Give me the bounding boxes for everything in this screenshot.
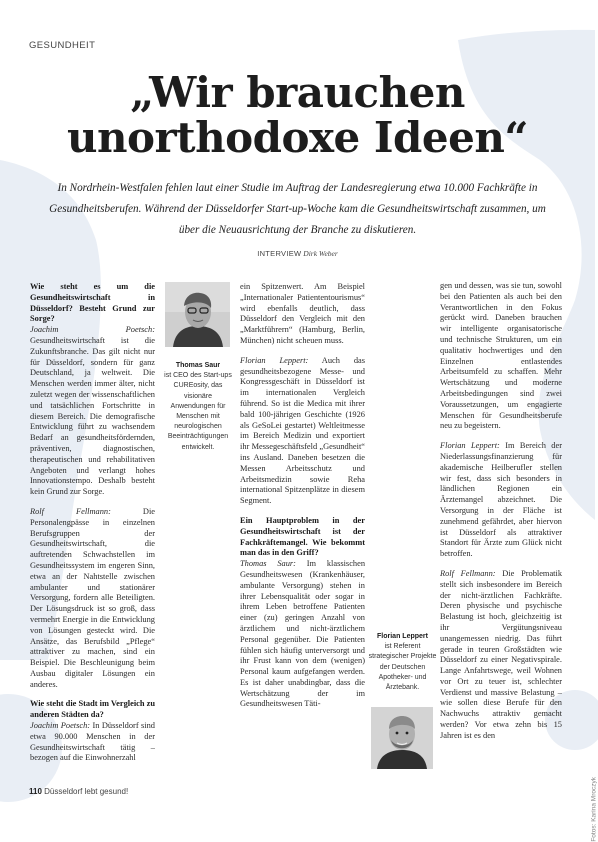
paragraph bbox=[30, 282, 155, 498]
paragraph: gen und dessen, was sie tun, sowohl bei den Patienten als auch bei den Verantwortlichen in den Fokus gerückt wird. Daneben brauchen wir intelligente organisatorische und technische Strukturen, um ein qualitativ hochwertiges und den Einzelnen entlastendes Arbeitsumfeld zu schaffen. Mehr Wertschätzung und moderne Arbeitsbedingungen sind zwei Voraussetzungen, um engagierte Menschen für Gesundheitsberufe neu zu begeistern. bbox=[440, 281, 562, 431]
page-number: 110 bbox=[29, 787, 42, 796]
paragraph bbox=[440, 569, 562, 742]
section-rubric: GESUNDHEIT bbox=[29, 40, 96, 51]
paragraph bbox=[240, 516, 365, 710]
speaker: Florian Leppert: bbox=[440, 441, 500, 451]
headline-line-1: „Wir brauchen bbox=[130, 68, 465, 117]
speaker: Joachim Poetsch: bbox=[30, 721, 91, 731]
intro-text: In Nordrhein-Westfalen fehlen laut einer Studie im Auftrag der Landesregierung etwa 10.000 Fachkräfte in Gesundheitsberufen. Während der Düsseldorfer Start-up-Woche kam die Gesundheitswirtschaft zusammen, um über die Neuausrichtung der Branche zu diskutieren. bbox=[49, 182, 546, 236]
answer-text: Auch das gesundheitsbezogene Messe- und Kongressgeschäft in Düsseldorf ist im internationalen Vergleich führend. So ist die Medica mit ihrer bald 100-jährigen Geschichte (1926 als GeSoLei gestartet) Weltleitmesse im Bereich Medizin und exportiert ihr Messegeschäftsfeld „Gesundheit“ ins Ausland. Daneben besetzen die Messen Arbeitsschutz und Arbeitsmedizin sowie Reha international Spitzenplätze in diesem Segment. bbox=[240, 355, 365, 506]
footer-label: Düsseldorf lebt gesund! bbox=[44, 787, 129, 796]
caption-name: Florian Leppert bbox=[377, 633, 428, 640]
headline bbox=[20, 70, 575, 160]
caption-florian-leppert bbox=[365, 632, 440, 693]
paragraph: ein Spitzenwert. Am Beispiel „Internationaler Patiententourismus“ wird ebenfalls deutlich, dass Düsseldorf den Vergleich mit den „Marktführern“ (Hamburg, Berlin, München) nicht scheuen muss. bbox=[240, 282, 365, 345]
photo-credit: Fotos: Karina Mroczyk bbox=[591, 777, 598, 842]
answer-text: Gesundheitswirtschaft ist die Zukunftsbranche. Das gilt nicht nur für Düsseldorf, sondern für ganz Deutschland, ja weltweit. Die Menschen werden immer älter, nicht zuletzt wegen der wissenschaftlichen und tatsächlichen Fortschritte in diesem Bereich. Die demografische Entwicklung führt zu wachsendem Bedarf an gesundheitsfördernden, präventiven, diagnostischen, therapeutischen und rehabilitativen Angeboten und verlangt hohes Innovationstempo. Deshalb besteht kein Grund zur Sorge. bbox=[30, 335, 155, 497]
caption-text: ist CEO des Start-ups CUREosity, das visionäre Anwendungen für Menschen mit neurologischen Beeinträchtigungen entwickelt. bbox=[164, 372, 232, 451]
article-column-2 bbox=[240, 282, 365, 719]
caption-thomas-saur bbox=[164, 361, 232, 453]
article-column-3 bbox=[440, 281, 562, 751]
answer-text: Die Problematik stellt sich insbesondere im Bereich der nicht-ärztlichen Fachkräfte. Deren physische und psychische Belastung ist hoch, gleichzeitig ist ihr Vergütungsniveau unangemessen niedrig. Das führt gerade in teuren Großstädten wie Düsseldorf zu einer Negativspirale. Lange Anfahrtswege, weil Wohnen vor Ort zu teuer ist, schlechter Verdienst und massive Belastung – wie sollen diese Berufe für den Nachwuchs attraktiv gemacht werden? Vor etwa zehn bis 15 Jahren ist es den bbox=[440, 568, 563, 740]
answer-text: In Düsseldorf sind etwa 90.000 Menschen in der Gesundheitswirtschaft tätig – bezogen auf die Einwohnerzahl bbox=[30, 721, 155, 763]
speaker: Florian Leppert: bbox=[240, 355, 309, 365]
caption-text: ist Referent strategischer Projekte der Deutschen Apotheker- und Ärztebank. bbox=[368, 643, 437, 692]
question: Wie steht es um die Gesundheitswirtschaft in Düsseldorf? Besteht Grund zur Sorge? bbox=[30, 282, 155, 324]
portrait-thomas-saur-icon bbox=[165, 282, 230, 347]
speaker: Joachim Poetsch: bbox=[30, 325, 155, 335]
headline-line-2: unorthodoxe Ideen“ bbox=[66, 113, 529, 162]
byline-label: INTERVIEW bbox=[257, 249, 302, 258]
answer-text: Die Personalengpässe in einzelnen Berufsgruppen der Gesundheitswirtschaft, die auftretenden Schwachstellen im Gesundheitssystem im engeren Sinn, etwa an der Nahtstelle zwischen ambulanter und stationärer Versorgung, fordern alle Beteiligten. Der Lösungsdruck ist so groß, dass vermehrt Energie in die Entwicklung von Lösungen gesteckt wird. Die Ansätze, das Berufsbild „Pflege“ attraktiver zu machen, sind ein Beispiel. Die Beschleunigung beim Ausbau digitaler Lösungen ein anderes. bbox=[30, 506, 155, 689]
question: Ein Hauptproblem in der Gesundheitswirtschaft ist der Fachkräftemangel. Wie bekommt man das in den Griff? bbox=[240, 515, 365, 558]
question: Wie steht die Stadt im Vergleich zu anderen Städten da? bbox=[30, 699, 155, 720]
speaker: Rolf Fellmann: bbox=[30, 506, 111, 516]
paragraph bbox=[440, 441, 562, 560]
article-column-1 bbox=[30, 282, 155, 773]
paragraph bbox=[240, 356, 365, 507]
byline bbox=[0, 249, 595, 258]
speaker: Rolf Fellmann: bbox=[440, 568, 496, 578]
paragraph bbox=[30, 699, 155, 764]
speaker: Thomas Saur: bbox=[240, 559, 296, 569]
answer-text: Im klassischen Gesundheitswesen (Krankenhäuser, ambulante Versorgung) stehen in ihrer Lebensqualität oder sogar in ihrem Leben betroffene Patienten einer (zu) geringen Anzahl von ärztlichem und nicht-ärztlichem Personal gegenüber. Die Patienten fühlen sich häufig unterversorgt und ihr Frust kann von dem (wenigen) Personal kaum aufgefangen werden. Es ist daher unabdingbar, dass die Wertschätzung der im Gesundheitswesen Täti- bbox=[240, 559, 366, 709]
byline-author: Dirk Weber bbox=[303, 249, 338, 258]
answer-text: Im Bereich der Niederlassungsfinanzierung für akademische Heilberufler stellen wir fest, dass sich besonders in ländlichen Regionen ein Ärztemangel abzeichnet. Die Versorgung in der Fläche ist zunehmend gefährdet, aber hiervon ist Düsseldorf als attraktiver Standort für Ärzte zum Glück nicht betroffen. bbox=[440, 441, 562, 559]
portrait-florian-leppert-icon bbox=[371, 707, 433, 769]
caption-name: Thomas Saur bbox=[175, 362, 221, 369]
page-footer bbox=[29, 787, 128, 796]
paragraph bbox=[30, 507, 155, 691]
